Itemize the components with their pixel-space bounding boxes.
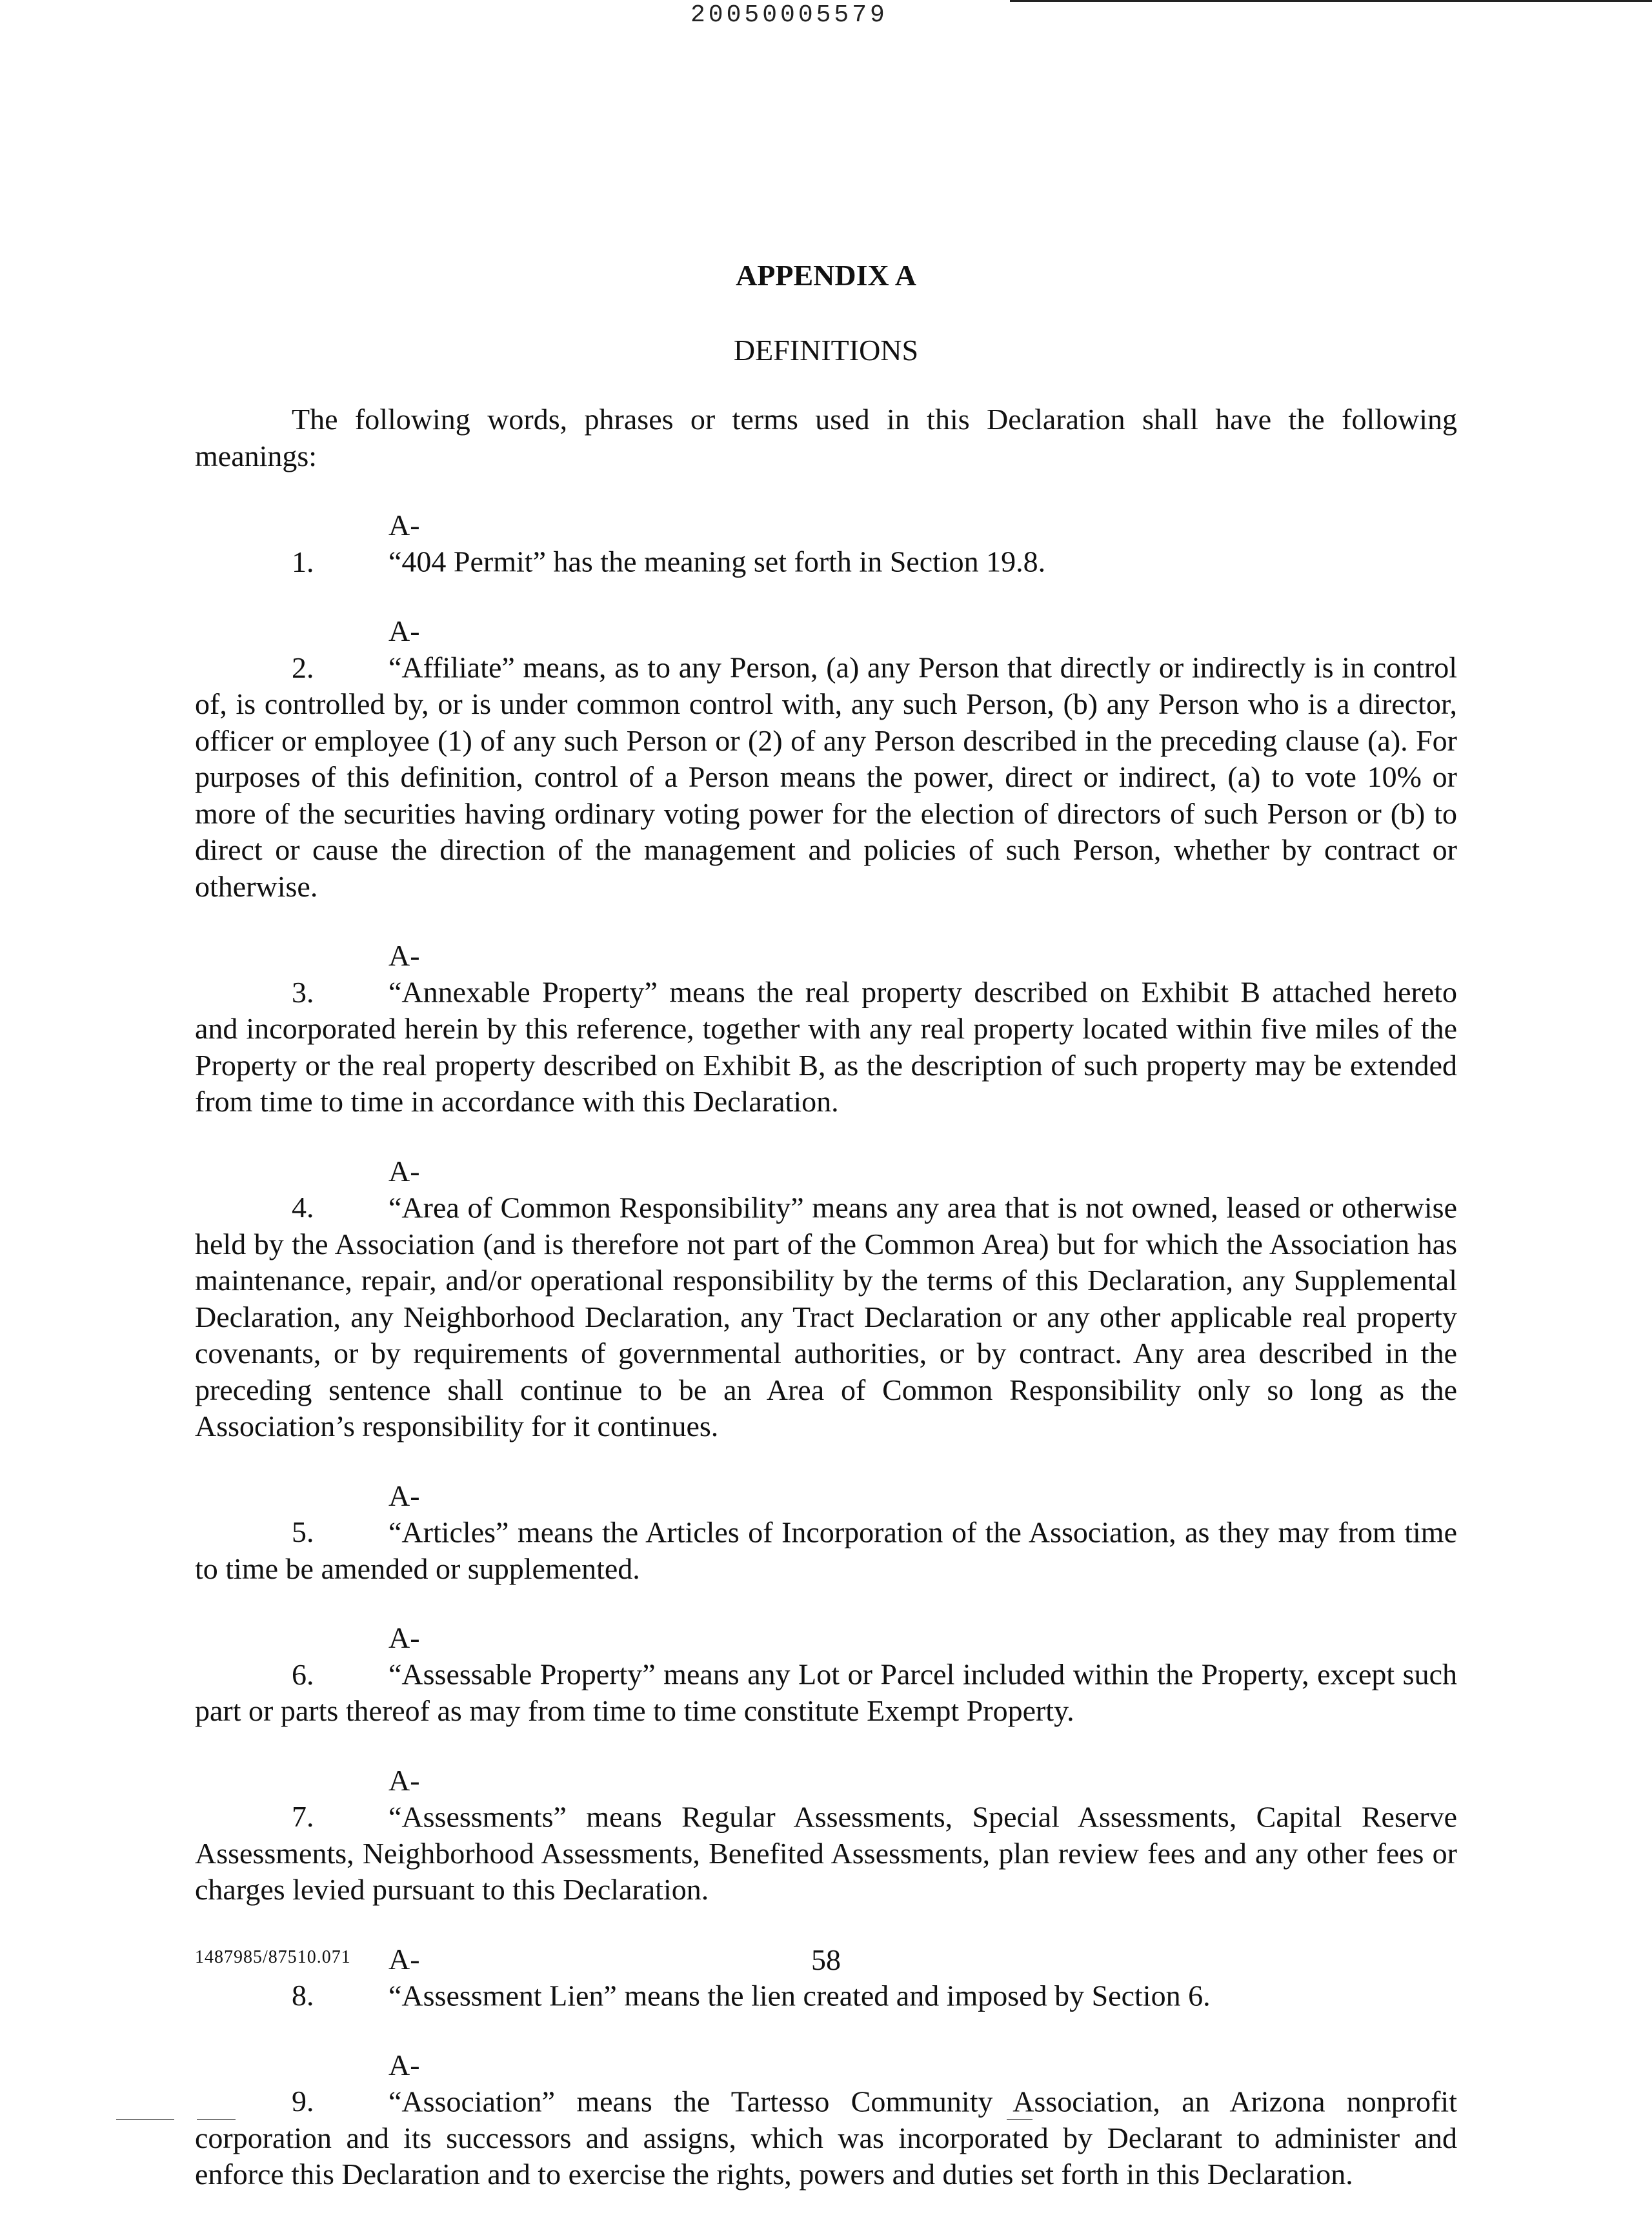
definition-text: “Association” means the Tartesso Community Association, an Arizona nonprofit corporation and its successors and assigns, which was incorporated by Declarant to administer and enforce this Declaration and to exercise the rights, powers and duties set forth in this Declaration. [195, 2085, 1457, 2191]
definition-text: “Assessable Property” means any Lot or Parcel included within the Property, except such part or parts thereof as may from time to time constitute Exempt Property. [195, 1657, 1457, 1727]
definition-text: “Annexable Property” means the real property described on Exhibit B attached hereto and incorporated herein by this reference, together with any real property located within five miles of the Property or the real property described on Exhibit B, as the description of such property may be extended from time to time in accordance with this Declaration. [195, 975, 1457, 1118]
definition-text: “Articles” means the Articles of Incorporation of the Association, as they may from time to time be amended or supplemented. [195, 1515, 1457, 1585]
appendix-title: APPENDIX A [736, 259, 916, 292]
page-number: 58 [811, 1943, 841, 1976]
definition-number: A-4. [292, 1154, 420, 1224]
section-title: DEFINITIONS [733, 334, 919, 367]
definition-a4 [195, 1153, 1457, 1445]
definition-a2 [195, 613, 1457, 905]
definition-a9 [195, 2047, 1457, 2193]
definition-a3 [195, 938, 1457, 1120]
definition-a5 [195, 1478, 1457, 1588]
definition-text: “Assessments” means Regular Assessments, Special Assessments, Capital Reserve Assessments, Neighborhood Assessments, Benefited Assessments, plan review fees and any other fees or charges levied pursuant to this Declaration. [195, 1800, 1457, 1906]
definition-a1 [195, 507, 1457, 580]
definition-number: A-9. [292, 2048, 420, 2118]
definition-number: A-6. [292, 1621, 420, 1691]
definition-number: A-3. [292, 939, 420, 1009]
intro-paragraph: The following words, phrases or terms used in this Declaration shall have the following meanings: [195, 403, 1457, 472]
definition-number: A-5. [292, 1479, 420, 1548]
definition-number: A-2. [292, 614, 420, 684]
document-id: 1487985/87510.071 [195, 1947, 351, 1967]
definition-text: “Assessment Lien” means the lien created and imposed by Section 6. [388, 1979, 1211, 2012]
scan-artifact [116, 2119, 174, 2120]
scan-artifact [1007, 2119, 1032, 2120]
definition-number: A-1. [292, 509, 420, 578]
definition-a6 [195, 1620, 1457, 1730]
definition-text: “404 Permit” has the meaning set forth in Section 19.8. [388, 545, 1046, 578]
definition-number: A-8. [292, 1942, 420, 2012]
top-rule [1010, 0, 1652, 2]
definition-text: “Affiliate” means, as to any Person, (a) any Person that directly or indirectly is in control of, is controlled by, or is under common control with, any such Person, (b) any Person who is a director, officer or employee (1) of any such Person or (2) of any Person described in the preceding clause (a). For purposes of this definition, control of a Person means the power, direct or indirect, (a) to vote 10% or more of the securities having ordinary voting power for the election of directors of such Person or (b) to direct or cause the direction of the management and policies of such Person, whether by contract or otherwise. [195, 651, 1457, 903]
definition-a7 [195, 1763, 1457, 1908]
definition-text: “Area of Common Responsibility” means any area that is not owned, leased or otherwise held by the Association (and is therefore not part of the Common Area) but for which the Association has maintenance, repair, and/or operational responsibility by the terms of this Declaration, any Supplemental Declaration, any Neighborhood Declaration, any Tract Declaration or any other applicable real property covenants, or by requirements of governmental authorities, or by contract. Any area described in the preceding sentence shall continue to be an Area of Common Responsibility only so long as the Association’s responsibility for it continues. [195, 1191, 1457, 1442]
scan-artifact [197, 2119, 236, 2120]
recording-number: 20050005579 [690, 1, 888, 29]
definition-number: A-7. [292, 1763, 420, 1833]
